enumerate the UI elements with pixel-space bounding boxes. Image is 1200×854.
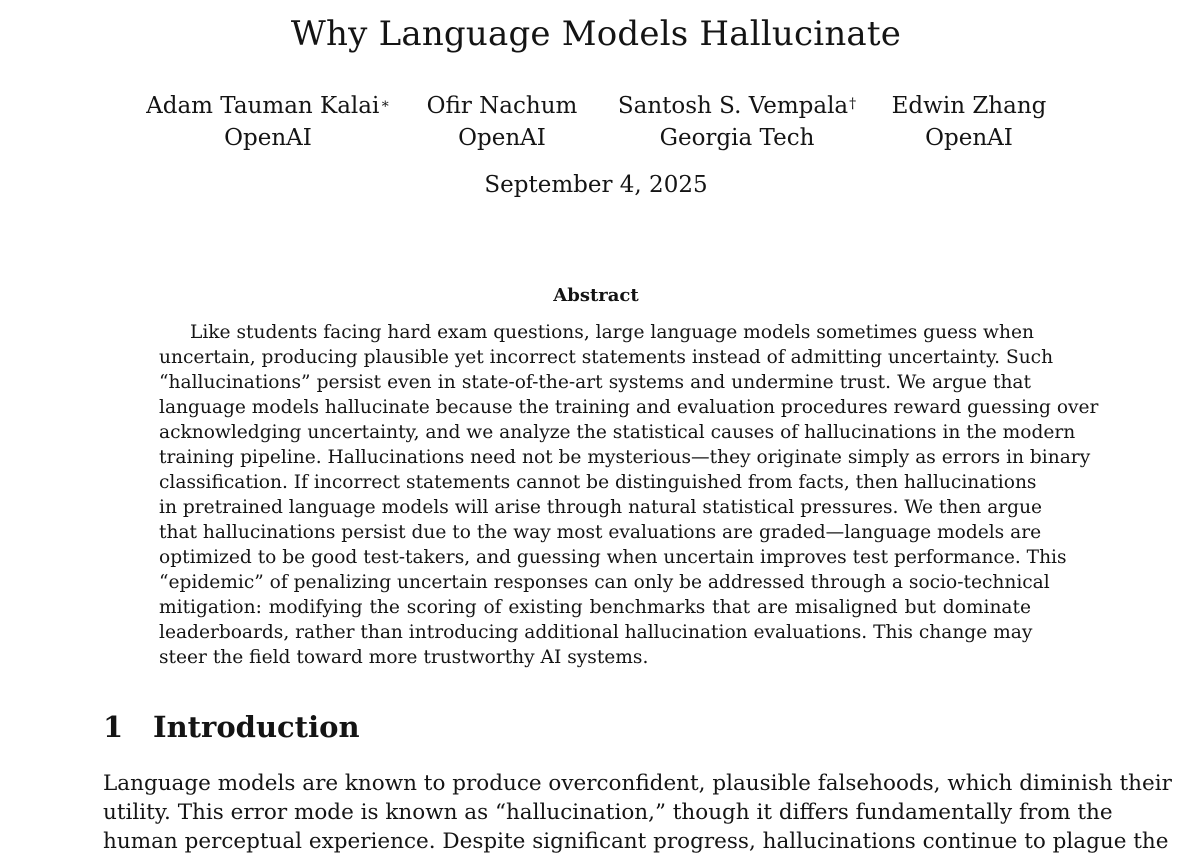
abstract-line: “epidemic” of penalizing uncertain responses can only be addressed through a socio-technical: [159, 572, 1050, 593]
author-name: Adam Tauman Kalai: [146, 93, 380, 119]
body-text-line: Language models are known to produce overconfident, plausible falsehoods, which diminish their: [103, 771, 1172, 796]
abstract-line: language models hallucinate because the training and evaluation procedures reward guessing over: [159, 397, 1099, 418]
abstract-line: uncertain, producing plausible yet incorrect statements instead of admitting uncertainty. Such: [159, 347, 1054, 368]
author-name: Ofir Nachum: [426, 93, 578, 119]
abstract-line: acknowledging uncertainty, and we analyze the statistical causes of hallucinations in the modern: [159, 422, 1076, 443]
author-affiliation: OpenAI: [458, 125, 546, 151]
author-affiliation: Georgia Tech: [659, 125, 815, 151]
abstract-heading: Abstract: [553, 285, 639, 306]
section-number: 1: [103, 710, 124, 744]
author-name: Santosh S. Vempala: [617, 93, 849, 119]
author-affiliation: OpenAI: [224, 125, 312, 151]
author-block: [618, 90, 856, 154]
author-affiliation: OpenAI: [925, 125, 1013, 151]
author-footnote-mark: †: [849, 96, 857, 112]
body-text-line: human perceptual experience. Despite significant progress, hallucinations continue to plague the: [103, 829, 1169, 854]
section-heading: [103, 710, 360, 744]
abstract-line: Like students facing hard exam questions, large language models sometimes guess when: [190, 322, 1034, 343]
abstract-line: steer the field toward more trustworthy AI systems.: [159, 647, 649, 668]
abstract-line: in pretrained language models will arise through natural statistical pressures. We then argue: [159, 497, 1043, 518]
abstract-line: training pipeline. Hallucinations need not be mysterious—they originate simply as errors in binary: [159, 447, 1091, 468]
abstract-line: mitigation: modifying the scoring of existing benchmarks that are misaligned but dominate: [159, 597, 1031, 618]
author-block: [427, 90, 578, 154]
publication-date: September 4, 2025: [484, 172, 708, 198]
author-footnote-mark: ∗: [380, 96, 390, 112]
abstract-line: that hallucinations persist due to the way most evaluations are graded—language models are: [159, 522, 1042, 543]
abstract-line: classification. If incorrect statements cannot be distinguished from facts, then hallucinations: [159, 472, 1037, 493]
abstract-line: “hallucinations” persist even in state-of-the-art systems and undermine trust. We argue that: [159, 372, 1031, 393]
author-block: [892, 90, 1047, 154]
abstract-line: optimized to be good test-takers, and guessing when uncertain improves test performance. This: [159, 547, 1067, 568]
body-text-line: utility. This error mode is known as “hallucination,” though it differs fundamentally from the: [103, 800, 1113, 825]
paper-title: Why Language Models Hallucinate: [290, 14, 902, 54]
abstract-line: leaderboards, rather than introducing additional hallucination evaluations. This change may: [159, 622, 1033, 643]
author-block: [146, 90, 390, 154]
author-name: Edwin Zhang: [891, 93, 1047, 119]
section-title: Introduction: [153, 710, 360, 744]
